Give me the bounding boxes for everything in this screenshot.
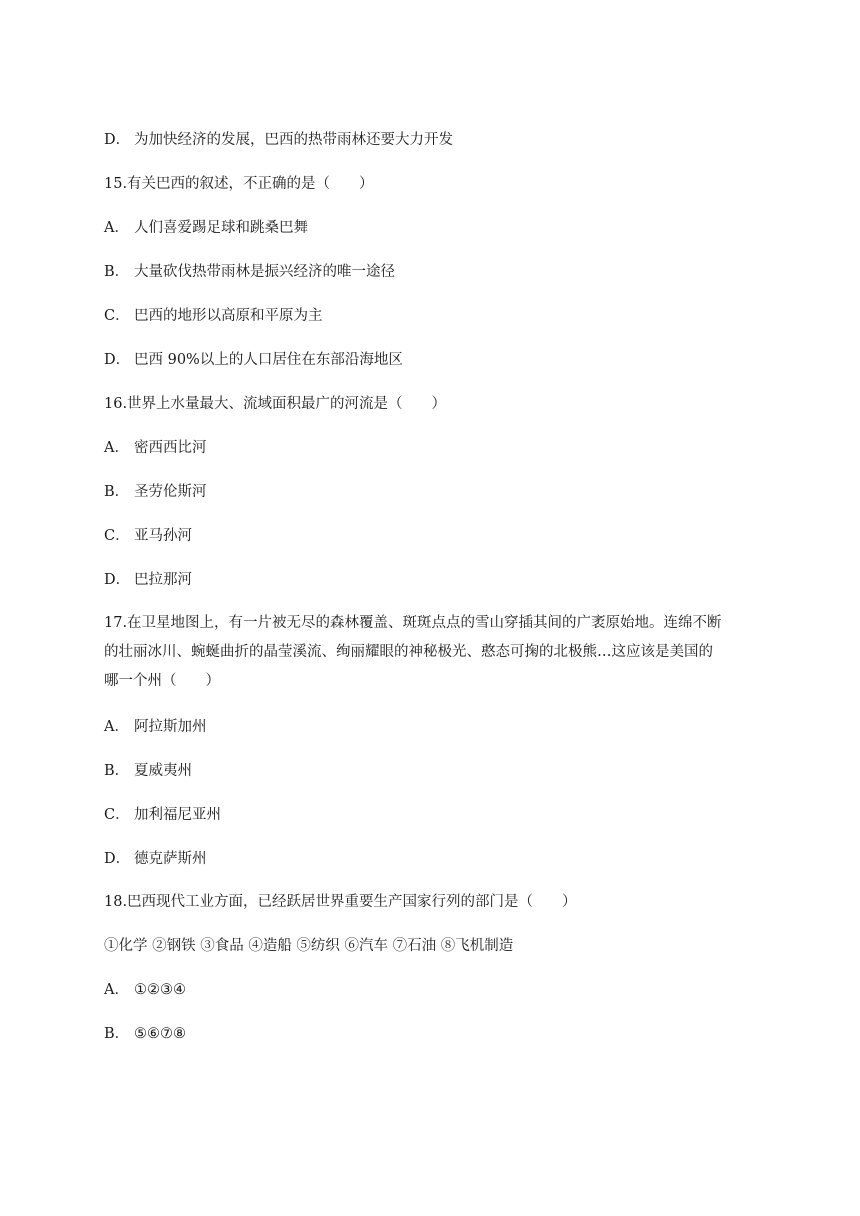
q16-option-c: [104, 526, 764, 546]
q14-option-d: [104, 130, 764, 150]
q15-option-a: [104, 218, 764, 238]
q16-option-b: [104, 482, 764, 502]
q17-option-a: [104, 717, 764, 737]
q17-option-c: [104, 805, 764, 825]
q18-option-b: [104, 1024, 764, 1044]
option-letter: C．: [104, 807, 130, 823]
option-letter: A．: [104, 220, 129, 236]
option-text: 德克萨斯州: [134, 851, 207, 867]
option-letter: A．: [104, 440, 129, 456]
option-letter: D．: [104, 851, 131, 867]
q17-option-b: [104, 761, 764, 781]
q18-option-a: [104, 980, 764, 1000]
option-text: ①②③④: [134, 982, 186, 998]
question-17-line-1: 17.在卫星地图上，有一片被无尽的森林覆盖、斑斑点点的雪山穿插其间的广袤原始地。连绵不断: [104, 615, 722, 631]
option-letter: B．: [104, 264, 130, 280]
q17-option-d: [104, 849, 764, 869]
option-letter: B．: [104, 1026, 130, 1042]
option-letter: C．: [104, 528, 130, 544]
question-18: 18.巴西现代工业方面，已经跃居世界重要生产国家行列的部门是（ ）: [104, 894, 577, 910]
option-text: ⑤⑥⑦⑧: [134, 1026, 186, 1042]
option-letter: C．: [104, 308, 130, 324]
q15-option-d: [104, 350, 764, 370]
question-16: 16.世界上水量最大、流域面积最广的河流是（ ）: [104, 396, 447, 412]
q16-option-a: [104, 438, 764, 458]
option-text: 圣劳伦斯河: [134, 484, 207, 500]
q15-option-c: [104, 306, 764, 326]
question-17: [104, 609, 764, 696]
question-15: 15.有关巴西的叙述，不正确的是（ ）: [104, 176, 374, 192]
option-text: 亚马孙河: [134, 528, 192, 544]
option-text: 为加快经济的发展，巴西的热带雨林还要大力开发: [134, 132, 453, 148]
option-letter: B．: [104, 484, 130, 500]
option-text: 巴西的地形以高原和平原为主: [134, 308, 323, 324]
option-text: 加利福尼亚州: [134, 807, 221, 823]
option-letter: D．: [104, 352, 131, 368]
option-text: 巴拉那河: [134, 572, 192, 588]
question-17-line-3: 哪一个州（ ）: [104, 673, 220, 689]
q18-item-list: ①化学 ②钢铁 ③食品 ④造船 ⑤纺织 ⑥汽车 ⑦石油 ⑧飞机制造: [104, 938, 514, 954]
q15-option-b: [104, 262, 764, 282]
option-text: 阿拉斯加州: [134, 719, 207, 735]
option-text: 密西西比河: [134, 440, 207, 456]
option-text: 人们喜爱踢足球和跳桑巴舞: [134, 220, 308, 236]
option-letter: A．: [104, 719, 129, 735]
option-letter: A．: [104, 982, 129, 998]
q16-option-d: [104, 570, 764, 590]
option-letter: B．: [104, 763, 130, 779]
option-text: 夏威夷州: [134, 763, 192, 779]
option-letter: D．: [104, 132, 131, 148]
option-text: 大量砍伐热带雨林是振兴经济的唯一途径: [134, 264, 395, 280]
option-letter: D．: [104, 572, 131, 588]
option-text: 巴西 90%以上的人口居住在东部沿海地区: [134, 352, 403, 368]
question-17-line-2: 的壮丽冰川、蜿蜒曲折的晶莹溪流、绚丽耀眼的神秘极光、憨态可掬的北极熊…这应该是美国的: [104, 644, 713, 660]
